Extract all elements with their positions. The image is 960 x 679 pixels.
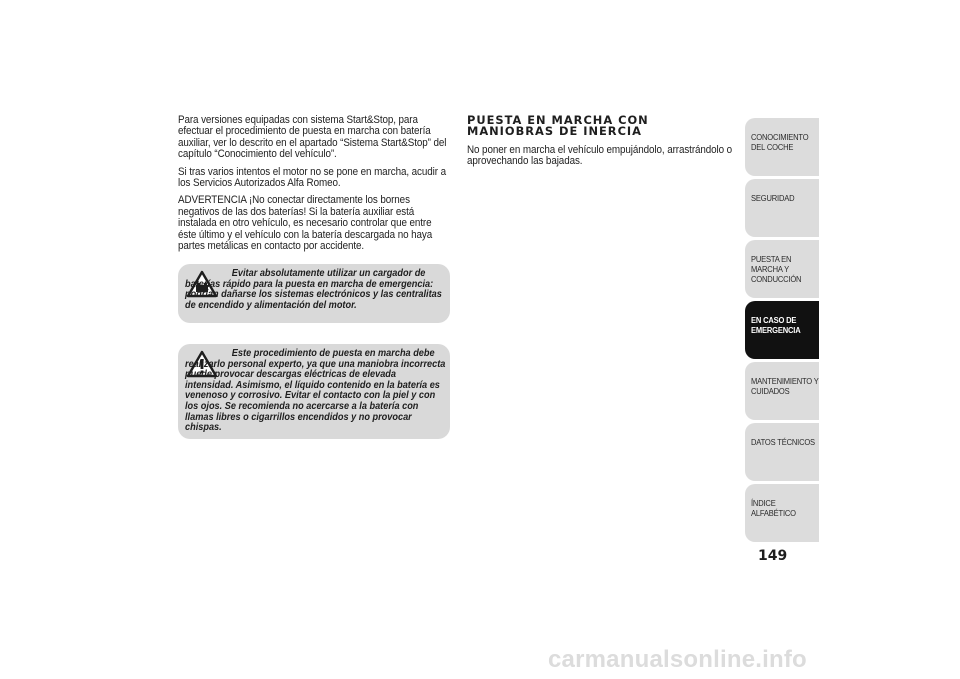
right-column [467,115,732,174]
paragraph-service: Si tras varios intentos el motor no se pone en marcha, acudir a los Servicios Autorizados Alfa Romeo. [178,165,446,190]
section-heading: PUESTA EN MARCHA CON MANIOBRAS DE INERCIA [467,113,649,138]
page-number: 149 [758,548,788,564]
warning-box-procedure [178,344,450,439]
paragraph-advertencia: ADVERTENCIA ¡No conectar directamente los bornes negativos de las dos baterías! Si la batería auxiliar está instalada en otro vehículo, es necesario controlar que entre éste último y el vehículo con la batería descargada no haya partes metálicas en contacto por accidente. [178,194,433,253]
tab-indice-alfabetico[interactable]: ÍNDICE ALFABÉTICO [745,484,819,542]
watermark: carmanualsonline.info [548,646,807,673]
warning-text-charger: Evitar absolutamente utilizar un cargador de baterías rápido para la puesta en marcha de emergencia: podrían dañarse los sistemas electrónicos y las centralitas de encendido y alimentación del motor. [185,268,442,311]
paragraph-start-stop: Para versiones equipadas con sistema Start&Stop, para efectuar el procedimiento de puesta en marcha con batería auxiliar, ver lo descrito en el apartado “Sistema Start&Stop” del capítulo “Conocimiento del vehículo”. [178,114,447,161]
tab-datos-tecnicos[interactable]: DATOS TÉCNICOS [745,423,819,481]
tab-seguridad[interactable]: SEGURIDAD [745,179,819,237]
tab-puesta-en-marcha[interactable]: PUESTA EN MARCHA Y CONDUCCIÓN [745,240,819,298]
tab-mantenimiento[interactable]: MANTENIMIENTO Y CUIDADOS [745,362,819,420]
paragraph-inertia: No poner en marcha el vehículo empujándolo, arrastrándolo o aprovechando las bajadas. [467,144,733,168]
warning-text-procedure: Este procedimiento de puesta en marcha debe realizarlo personal experto, ya que una maniobra incorrecta puede provocar descargas eléctricas de elevada intensidad. Asimismo, el líquido contenido en la batería es venenoso y corrosivo. Evitar el contacto con la piel y con los ojos. Se recomienda no acercarse a la batería con llamas libres o cigarrillos encendidos y no provocar chispas. [185,348,446,434]
left-column [178,115,450,258]
warning-box-charger [178,264,450,323]
chapter-tabs [745,118,819,545]
tab-conocimiento-del-coche[interactable]: CONOCIMIENTO DEL COCHE [745,118,819,176]
tab-en-caso-de-emergencia[interactable]: EN CASO DE EMERGENCIA [745,301,819,359]
